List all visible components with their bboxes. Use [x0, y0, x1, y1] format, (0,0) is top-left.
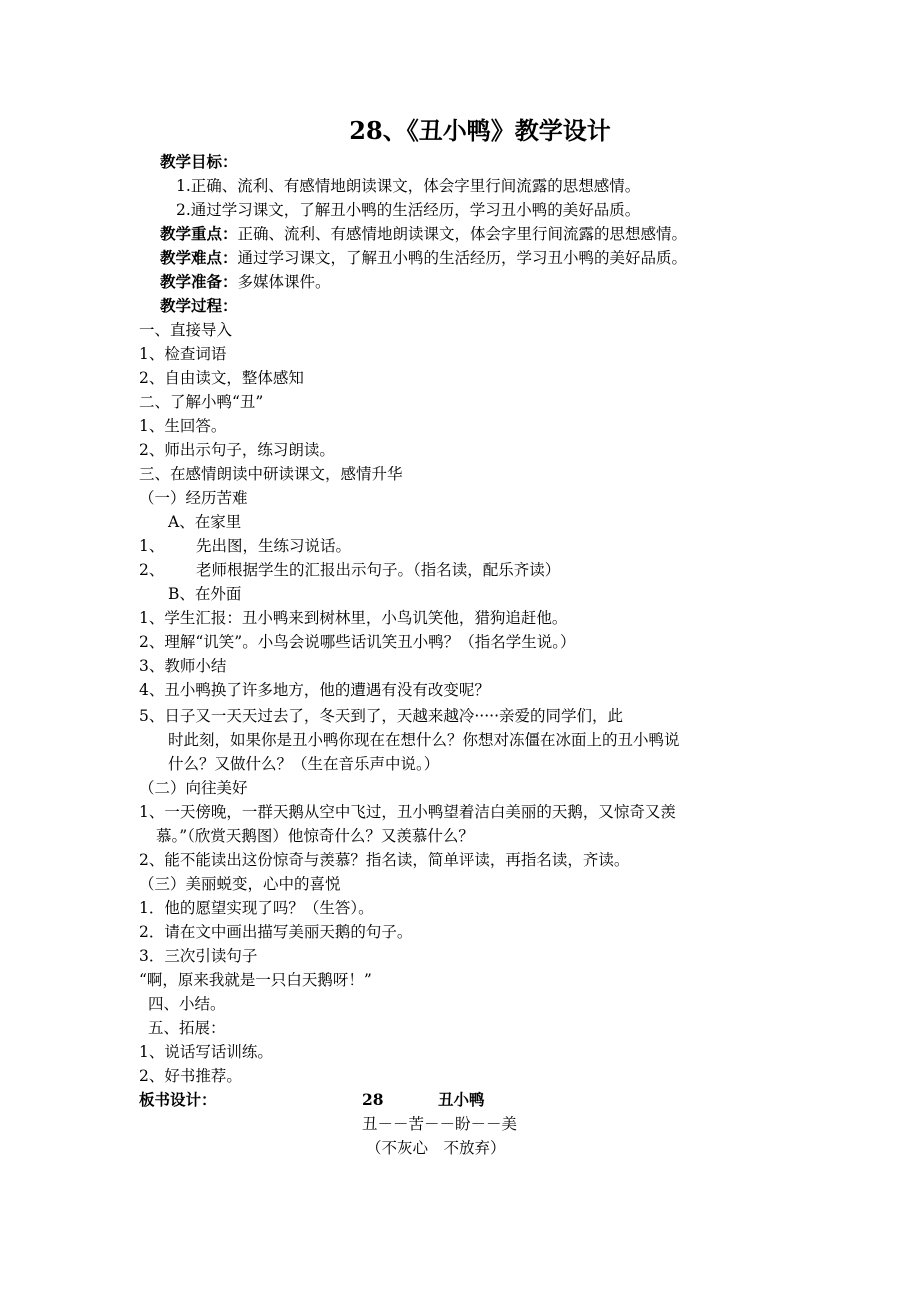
item-continued: 什么？又做什么？（生在音乐声中说。）	[168, 755, 440, 773]
section-3: 三、在感情朗读中研读课文，感情升华	[139, 465, 403, 483]
board-line-2: （不灰心 不放弃）	[366, 1139, 506, 1157]
objectives-label: 教学目标：	[160, 152, 238, 171]
objective-1: 1.正确、流利、有感情地朗读课文，体会字里行间流露的思想感情。	[176, 177, 641, 195]
item: 1、一天傍晚，一群天鹅从空中飞过，丑小鸭望着洁白美丽的天鹅，又惊奇又羡	[139, 803, 676, 821]
item: 5、日子又一天天过去了，冬天到了，天越来越冷·····亲爱的同学们，此	[139, 707, 623, 725]
item: 1．他的愿望实现了吗？（生答）。	[139, 899, 374, 917]
item: 1、说话写话训练。	[139, 1043, 273, 1061]
item-number: 1、	[139, 537, 165, 555]
key-text: 正确、流利、有感情地朗读课文，体会字里行间流露的思想感情。	[237, 225, 688, 243]
subsection-2: （二）向往美好	[139, 779, 248, 797]
key-point	[160, 222, 687, 246]
item: 2、能不能读出这份惊奇与羡慕？指名读，简单评读，再指名读，齐读。	[139, 851, 630, 869]
difficulty	[160, 246, 687, 270]
process-label: 教学过程：	[160, 296, 238, 315]
board-number: 28	[362, 1090, 384, 1109]
objective-2: 2.通过学习课文，了解丑小鸭的生活经历，学习丑小鸭的美好品质。	[176, 201, 641, 219]
page-title: 28、《丑小鸭》教学设计	[349, 116, 611, 145]
prep-label: 教学准备：	[160, 272, 238, 291]
prep-text: 多媒体课件。	[237, 273, 331, 291]
section-4: 四、小结。	[148, 995, 226, 1013]
item: 2、好书推荐。	[139, 1067, 242, 1085]
item-continued: 慕。”（欣赏天鹅图）他惊奇什么？又羡慕什么？	[156, 827, 474, 845]
key-label: 教学重点：	[160, 224, 238, 243]
item-number: 2、	[139, 561, 165, 579]
item: 1、学生汇报：丑小鸭来到树林里，小鸟讥笑他，猎狗追赶他。	[139, 609, 568, 627]
item: 2、理解“讥笑”。小鸟会说哪些话讥笑丑小鸭？（指名学生说。）	[139, 633, 576, 651]
item: 1、检查词语	[139, 345, 227, 363]
part-b: B、在外面	[168, 585, 242, 603]
quote: “啊，原来我就是一只白天鹅呀！”	[139, 971, 372, 989]
item: 老师根据学生的汇报出示句子。（指名读，配乐齐读）	[196, 561, 561, 579]
board-title: 丑小鸭	[438, 1090, 485, 1109]
item: 先出图，生练习说话。	[196, 537, 352, 555]
item-continued: 时此刻，如果你是丑小鸭你现在在想什么？你想对冻僵在冰面上的丑小鸭说	[168, 731, 680, 749]
preparation	[160, 270, 331, 294]
board-line-1: 丑－－苦－－盼－－美	[362, 1115, 518, 1133]
difficulty-label: 教学难点：	[160, 248, 238, 267]
subsection-1: （一）经历苦难	[139, 489, 248, 507]
board-label: 板书设计：	[139, 1090, 217, 1109]
item: 1、生回答。	[139, 417, 227, 435]
section-2: 二、了解小鸭“丑”	[139, 393, 264, 411]
item: 2、师出示句子，练习朗读。	[139, 441, 335, 459]
part-a: A、在家里	[168, 513, 242, 531]
difficulty-text: 通过学习课文，了解丑小鸭的生活经历，学习丑小鸭的美好品质。	[237, 249, 688, 267]
subsection-3: （三）美丽蜕变，心中的喜悦	[139, 875, 341, 893]
item: 2．请在文中画出描写美丽天鹅的句子。	[139, 923, 413, 941]
item: 3．三次引读句子	[139, 947, 258, 965]
item: 4、丑小鸭换了许多地方，他的遭遇有没有改变呢？	[139, 681, 490, 699]
section-5: 五、拓展：	[148, 1019, 226, 1037]
item: 3、教师小结	[139, 657, 227, 675]
section-1: 一、直接导入	[139, 321, 233, 339]
item: 2、自由读文，整体感知	[139, 369, 304, 387]
